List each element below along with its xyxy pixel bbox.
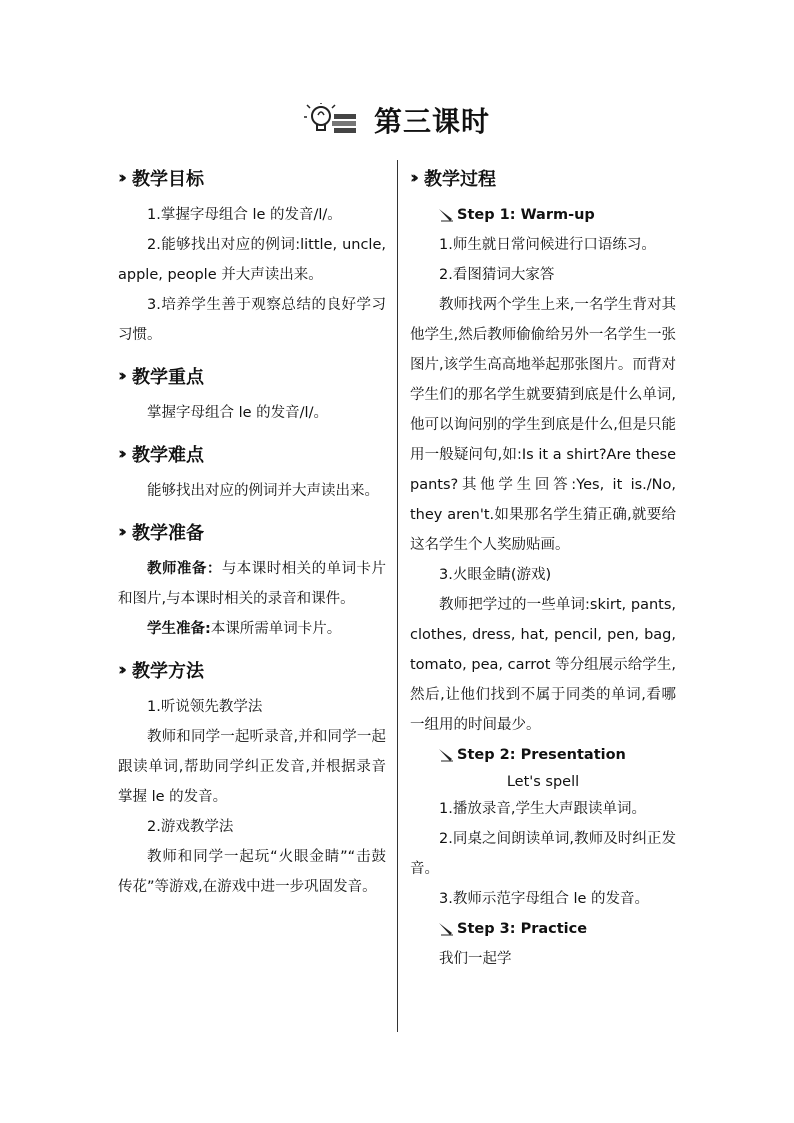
step-1-para-2: 2.看图猜词大家答 (439, 267, 555, 283)
double-chevron-icon: ›› (118, 660, 123, 680)
step-3-heading: Step 3: Practice (410, 914, 676, 944)
pen-icon (438, 922, 454, 936)
step-1-heading: Step 1: Warm-up (410, 200, 676, 230)
student-prep-label: 学生准备: (147, 621, 211, 637)
step-1-para-5: 教师把学过的一些单词:skirt, pants, clothes, dress, hat, pencil, pen, bag, tomato, pea, carrot 等分组展示给学生,然后,让他们找到不属于同类的单词,看哪一组用的时间最少。 (410, 597, 676, 733)
lightbulb-books-icon (304, 103, 360, 137)
method-1-text: 教师和同学一起听录音,并和同学一起跟读单词,帮助同学纠正发音,并根据录音掌握 le 的发音。 (118, 729, 386, 805)
goal-item-2: 2.能够找出对应的例词:little, uncle, apple, people 并大声读出来。 (118, 237, 386, 283)
title-area (0, 100, 794, 141)
section-heading-process: ›› 教学过程 (410, 168, 497, 190)
pen-icon (438, 208, 454, 222)
teacher-prep: 教师准备：与本课时相关的单词卡片和图片,与本课时相关的录音和课件。 (118, 561, 387, 607)
double-chevron-icon: ›› (118, 168, 123, 188)
step-1-para-1: 1.师生就日常问候进行口语练习。 (439, 237, 656, 253)
section-heading-difficult: ›› 教学难点 (118, 444, 205, 466)
step-1-para-4: 3.火眼金睛(游戏) (439, 567, 552, 583)
step-3-para-1: 我们一起学 (439, 951, 512, 967)
teacher-prep-label: 教师准备： (147, 561, 222, 577)
step-2-subtitle: Let's spell (506, 774, 580, 790)
double-chevron-icon: ›› (410, 168, 415, 188)
column-divider (397, 160, 398, 1032)
step-2-para-3: 3.教师示范字母组合 le 的发音。 (439, 891, 650, 907)
section-heading-prep: ›› 教学准备 (118, 522, 205, 544)
pen-icon (438, 748, 454, 762)
key-point-text: 掌握字母组合 le 的发音/l/。 (147, 405, 328, 421)
method-1-title: 1.听说领先教学法 (147, 699, 263, 715)
left-column (118, 160, 386, 902)
goal-item-1: 1.掌握字母组合 le 的发音/l/。 (147, 207, 342, 223)
method-2-text: 教师和同学一起玩“火眼金睛”“击鼓传花”等游戏,在游戏中进一步巩固发音。 (118, 849, 386, 895)
double-chevron-icon: ›› (118, 444, 123, 464)
student-prep: 学生准备:本课所需单词卡片。 (147, 621, 342, 637)
method-2-title: 2.游戏教学法 (147, 819, 234, 835)
step-1-para-3: 教师找两个学生上来,一名学生背对其他学生,然后教师偷偷给另外一名学生一张图片,该学生高高地举起那张图片。而背对学生们的那名学生就要猜到底是什么单词,他可以询问别的学生到底是什么,但是只能用一般疑问句,如:Is it a shirt?Are these pants?其他学生回答:Yes, it is./No, they aren't.如果那名学生猜正确,就要给这名学生个人奖励贴画。 (410, 297, 676, 553)
double-chevron-icon: ›› (118, 366, 123, 386)
page-title: 第三课时 (373, 105, 490, 138)
section-heading-method: ›› 教学方法 (118, 660, 205, 682)
double-chevron-icon: ›› (118, 522, 123, 542)
step-2-heading: Step 2: Presentation (410, 740, 676, 770)
section-heading-goal: ›› 教学目标 (118, 168, 205, 190)
goal-item-3: 3.培养学生善于观察总结的良好学习习惯。 (118, 297, 386, 343)
section-heading-key: ›› 教学重点 (118, 366, 205, 388)
difficult-point-text: 能够找出对应的例词并大声读出来。 (147, 483, 379, 499)
right-column (410, 160, 676, 974)
step-2-para-2: 2.同桌之间朗读单词,教师及时纠正发音。 (410, 831, 676, 877)
step-2-para-1: 1.播放录音,学生大声跟读单词。 (439, 801, 646, 817)
